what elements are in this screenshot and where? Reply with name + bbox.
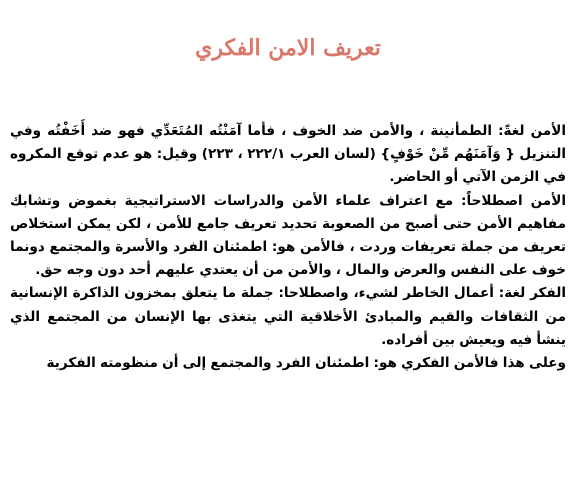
document-body [10, 120, 566, 375]
paragraph-security-terminology: الأمن اصطلاحاً: مع اعتراف علماء الأمن والدراسات الاستراتيجية بغموض وتشابك مفاهيم الأمن حتى أصبح من الصعوبة تحديد تعريف جامع للأمن ، لكن يمكن استخلاص تعريف من جملة تعريفات وردت ، فالأمن هو: اطمئنان الفرد والأسرة والمجتمع دونما خوف على النفس والعرض والمال ، والأمن من أن يعتدي عليهم أحد دون وجه حق. [10, 192, 566, 279]
paragraph-intellectual-security: وعلى هذا فالأمن الفكري هو: اطمئنان الفرد والمجتمع إلى أن منظومته الفكرية [46, 355, 566, 372]
paragraph-thought-definition: الفكر لغة: أعمال الخاطر لشيء، واصطلاحا: جملة ما يتعلق بمخزون الذاكرة الإنسانية من الثقافات والقيم والمبادئ الأخلاقية التي يتغذى بها الإنسان من المجتمع الذي ينشأ فيه ويعيش بين أفراده. [10, 285, 566, 348]
paragraph-security-linguistic: الأمن لغةً: الطمأنينة ، والأمن ضد الخوف ، فأما آمَنْتُه المُتَعَدِّي فهو ضد أَخَفْتُه وفي التنزيل { وَآمَنَهُم مِّنْ خَوْفٍ} (لسان العرب ٢٢٢/١ ، ٢٢٣) وقيل: هو عدم توقع المكروه في الزمن الآتي أو الحاضر. [10, 123, 566, 186]
document-title: تعريف الامن الفكري [195, 35, 381, 61]
